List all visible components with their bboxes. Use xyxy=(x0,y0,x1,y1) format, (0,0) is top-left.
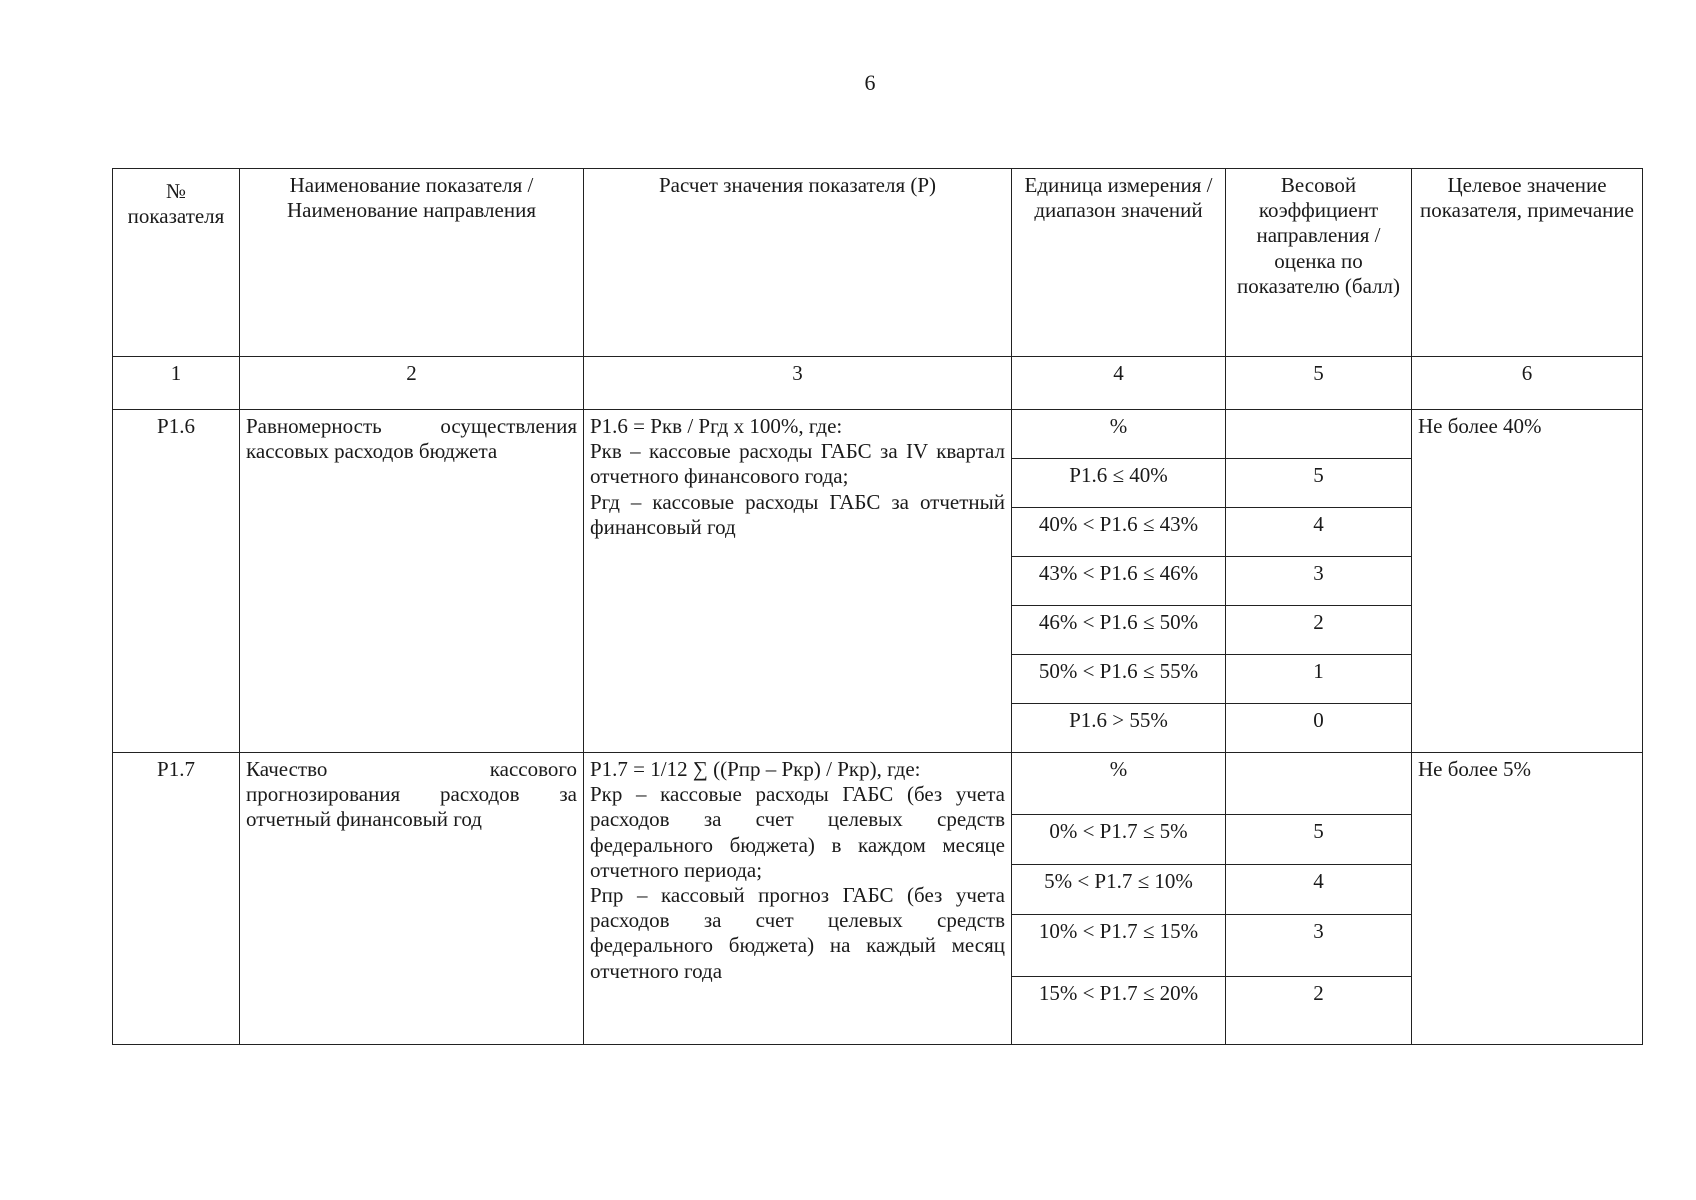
target-value: Не более 5% xyxy=(1412,753,1643,1045)
range-cell: 0% < Р1.7 ≤ 5% xyxy=(1012,815,1226,865)
range-cell: Р1.6 ≤ 40% xyxy=(1012,459,1226,508)
column-number: 3 xyxy=(584,357,1012,410)
score-cell: 1 xyxy=(1226,655,1412,704)
calculation-formula: Р1.6 = Ркв / Ргд х 100%, где: xyxy=(590,414,843,438)
score-cell: 5 xyxy=(1226,815,1412,865)
header-col-weight: Весовой коэффициент направления / оценка по показателю (балл) xyxy=(1226,169,1412,357)
header-col-unit: Единица измерения / диапазон значений xyxy=(1012,169,1226,357)
indicators-table xyxy=(112,168,1643,1045)
column-number: 6 xyxy=(1412,357,1643,410)
indicator-name: Равномерность осуществления кассовых расходов бюджета xyxy=(240,410,584,753)
score-cell: 2 xyxy=(1226,977,1412,1045)
score-cell: 4 xyxy=(1226,865,1412,915)
range-cell: 46% < Р1.6 ≤ 50% xyxy=(1012,606,1226,655)
score-cell: 3 xyxy=(1226,557,1412,606)
table-header-row xyxy=(113,169,1643,357)
calculation-definition: Ргд – кассовые расходы ГАБС за отчетный финансовый год xyxy=(590,489,1005,539)
table-row xyxy=(113,410,1643,459)
calculation-definition: Ркр – кассовые расходы ГАБС (без учета расходов за счет целевых средств федерального бюджета) в каждом месяце отчетного периода; xyxy=(590,782,1005,882)
header-col-name: Наименование показателя / Наименование направления xyxy=(240,169,584,357)
range-cell: 40% < Р1.6 ≤ 43% xyxy=(1012,508,1226,557)
indicator-name: Качество кассового прогнозирования расходов за отчетный финансовый год xyxy=(240,753,584,1045)
calculation-definition: Ркв – кассовые расходы ГАБС за IV квартал отчетного финансового года; xyxy=(590,439,1005,489)
page-number: 6 xyxy=(864,70,876,95)
column-number: 5 xyxy=(1226,357,1412,410)
header-col-calculation: Расчет значения показателя (Р) xyxy=(584,169,1012,357)
header-col-target: Целевое значение показателя, примечание xyxy=(1412,169,1643,357)
score-cell: 3 xyxy=(1226,915,1412,977)
table-row xyxy=(113,753,1643,815)
score-cell: 0 xyxy=(1226,704,1412,753)
score-cell xyxy=(1226,753,1412,815)
column-numbers-row xyxy=(113,357,1643,410)
indicator-calculation xyxy=(584,753,1012,1045)
score-cell xyxy=(1226,410,1412,459)
range-cell: Р1.6 > 55% xyxy=(1012,704,1226,753)
range-cell: 15% < Р1.7 ≤ 20% xyxy=(1012,977,1226,1045)
range-cell: 50% < Р1.6 ≤ 55% xyxy=(1012,655,1226,704)
indicator-calculation xyxy=(584,410,1012,753)
range-cell: 5% < Р1.7 ≤ 10% xyxy=(1012,865,1226,915)
column-number: 1 xyxy=(113,357,240,410)
column-number: 4 xyxy=(1012,357,1226,410)
column-number: 2 xyxy=(240,357,584,410)
range-cell: % xyxy=(1012,753,1226,815)
indicator-id: Р1.7 xyxy=(113,753,240,1045)
calculation-formula: Р1.7 = 1/12 ∑ ((Рпр – Ркр) / Ркр), где: xyxy=(590,757,921,781)
score-cell: 4 xyxy=(1226,508,1412,557)
calculation-definition: Рпр – кассовый прогноз ГАБС (без учета расходов за счет целевых средств федерального бюджета) на каждый месяц отчетного года xyxy=(590,882,1005,983)
score-cell: 5 xyxy=(1226,459,1412,508)
range-cell: 10% < Р1.7 ≤ 15% xyxy=(1012,915,1226,977)
target-value: Не более 40% xyxy=(1412,410,1643,753)
indicator-id: Р1.6 xyxy=(113,410,240,753)
header-col-number: № показателя xyxy=(113,169,240,357)
score-cell: 2 xyxy=(1226,606,1412,655)
range-cell: % xyxy=(1012,410,1226,459)
range-cell: 43% < Р1.6 ≤ 46% xyxy=(1012,557,1226,606)
